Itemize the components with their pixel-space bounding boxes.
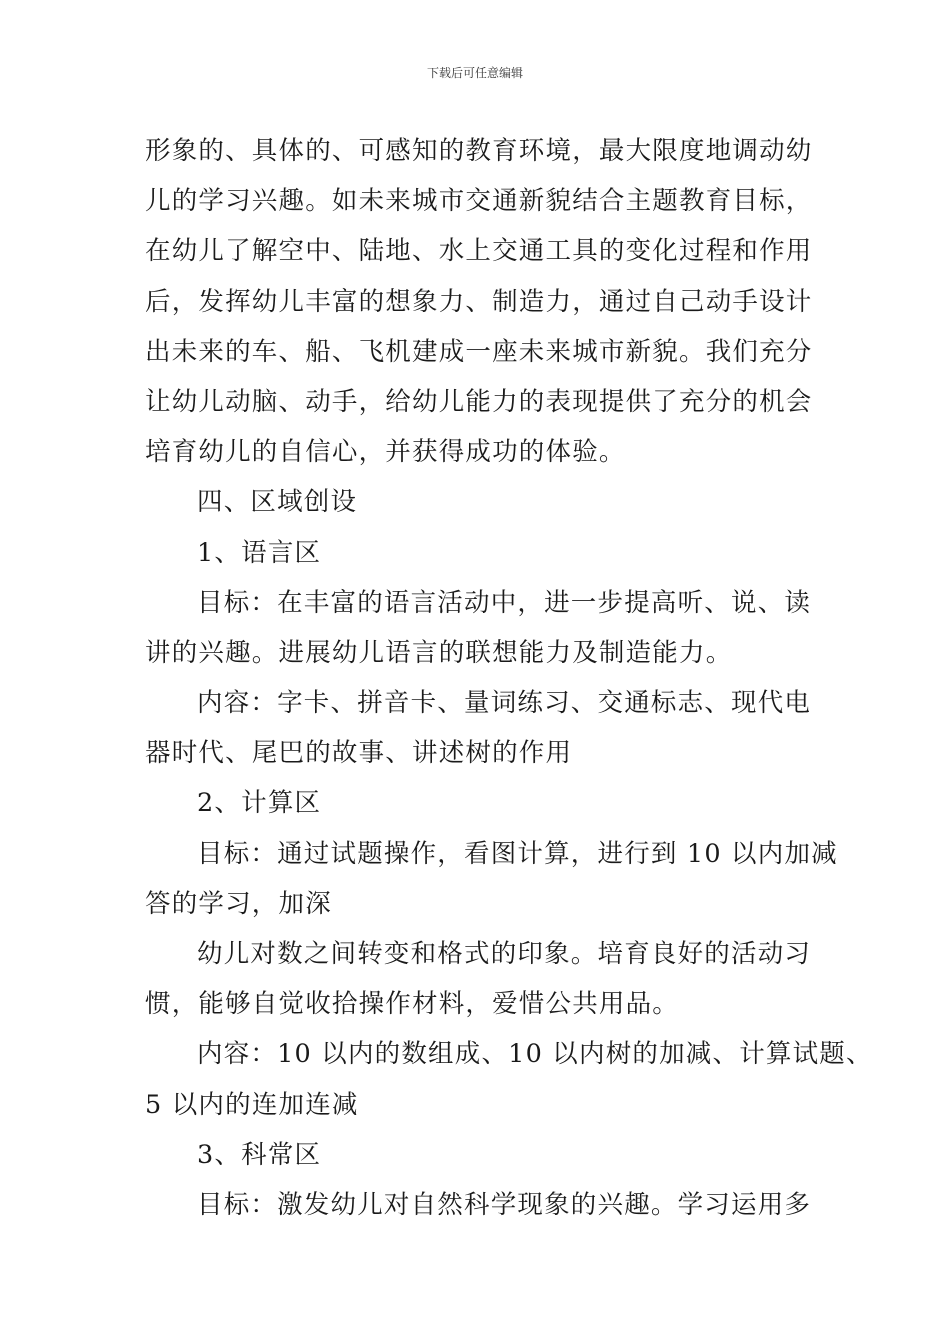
paragraph-line: 儿的学习兴趣。如未来城市交通新貌结合主题教育目标， xyxy=(145,186,813,217)
paragraph-line: 出未来的车、船、飞机建成一座未来城市新貌。我们充分 xyxy=(145,336,813,367)
paragraph-line: 幼儿对数之间转变和格式的印象。培育良好的活动习 xyxy=(197,939,812,969)
paragraph-line: 目标：通过试题操作，看图计算，进行到 10 以内加减 xyxy=(197,838,838,869)
paragraph-line: 形象的、具体的、可感知的教育环境，最大限度地调动幼 xyxy=(145,136,813,166)
paragraph-line: 让幼儿动脑、动手，给幼儿能力的表现提供了充分的机会 xyxy=(145,386,813,417)
paragraph-line: 惯，能够自觉收拾操作材料，爱惜公共用品。 xyxy=(145,989,680,1020)
paragraph-line: 器时代、尾巴的故事、讲述树的作用 xyxy=(145,738,573,769)
paragraph-line: 讲的兴趣。进展幼儿语言的联想能力及制造能力。 xyxy=(145,637,733,668)
page-header: 下载后可任意编辑 xyxy=(426,66,523,80)
subsection-heading: 2、计算区 xyxy=(197,788,322,819)
document-body xyxy=(145,126,873,1230)
paragraph-line: 答的学习，加深 xyxy=(145,888,332,919)
paragraph-line: 培育幼儿的自信心，并获得成功的体验。 xyxy=(145,437,626,468)
section-heading: 四、区域创设 xyxy=(197,487,358,518)
subsection-heading: 1、语言区 xyxy=(197,537,322,568)
paragraph-line: 后，发挥幼儿丰富的想象力、制造力，通过自己动手设计 xyxy=(145,286,813,317)
paragraph-line: 内容：字卡、拼音卡、量词练习、交通标志、现代电 xyxy=(197,688,812,719)
paragraph-line: 在幼儿了解空中、陆地、水上交通工具的变化过程和作用 xyxy=(145,236,813,267)
subsection-heading: 3、科常区 xyxy=(197,1139,322,1170)
paragraph-line: 内容：10 以内的数组成、10 以内树的加减、计算试题、 xyxy=(197,1039,873,1070)
paragraph-line: 目标：激发幼儿对自然科学现象的兴趣。学习运用多 xyxy=(197,1189,812,1220)
paragraph-line: 目标：在丰富的语言活动中，进一步提高听、说、读 xyxy=(197,587,812,618)
paragraph-line: 5 以内的连加连减 xyxy=(145,1089,359,1120)
